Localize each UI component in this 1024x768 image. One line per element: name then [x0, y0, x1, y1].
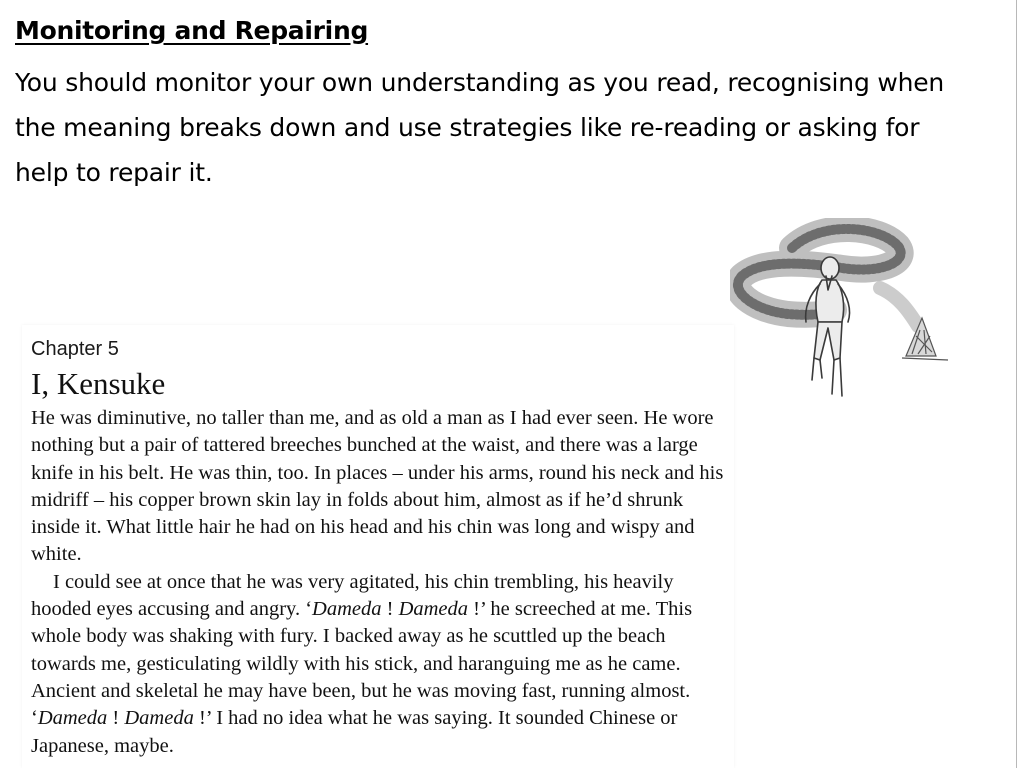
old-man-sketch-icon [730, 218, 955, 408]
slide-title: Monitoring and Repairing [15, 16, 369, 45]
dameda-word: Dameda [312, 598, 382, 621]
paragraph-2-part-1: I could see at once that he was very agitated, his chin trembling, his heavily hooded eyes accusing and angry. ‘ [31, 570, 674, 621]
excerpt-paragraph-1: He was diminutive, no taller than me, and as old a man as I had ever seen. He wore nothing but a pair of tattered breeches bunched at the waist, and there was a large knife in his belt. He was thin, too. In places – under his arms, round his neck and his midriff – his copper brown skin lay in folds about him, almost as if he’d shrunk inside it. What little hair he had on his head and his chin was long and wispy and white. [31, 407, 724, 566]
excerpt-text [31, 405, 731, 760]
chapter-title: I, Kensuke [31, 366, 166, 401]
chapter-label: Chapter 5 [31, 338, 119, 360]
dameda-word: Dameda [124, 707, 194, 730]
exclamation-separator: ! [381, 598, 399, 621]
paragraph-2-part-3: !’ I had no idea what he was saying. It sounded Chinese or Japanese, maybe. [31, 707, 678, 757]
dameda-word: Dameda [37, 707, 108, 730]
paragraph-2-part-2: !’ he screeched at me. This whole body was shaking with fury. I backed away as he scuttled up the beach towards me, gesticulating wildly with his stick, and haranguing me as he came. Ancient and skeletal he may have been, but he was moving fast, running almost. ‘ [31, 598, 693, 730]
exclamation-separator: ! [107, 707, 125, 730]
slide-body-text: You should monitor your own understanding as you read, recognising when the meaning breaks down and use strategies like re-reading or asking for help to repair it. [15, 68, 945, 187]
excerpt-paragraph-2 [31, 569, 731, 760]
slide-right-border [1016, 0, 1017, 768]
dameda-word: Dameda [398, 598, 469, 621]
book-excerpt-page [22, 325, 734, 768]
